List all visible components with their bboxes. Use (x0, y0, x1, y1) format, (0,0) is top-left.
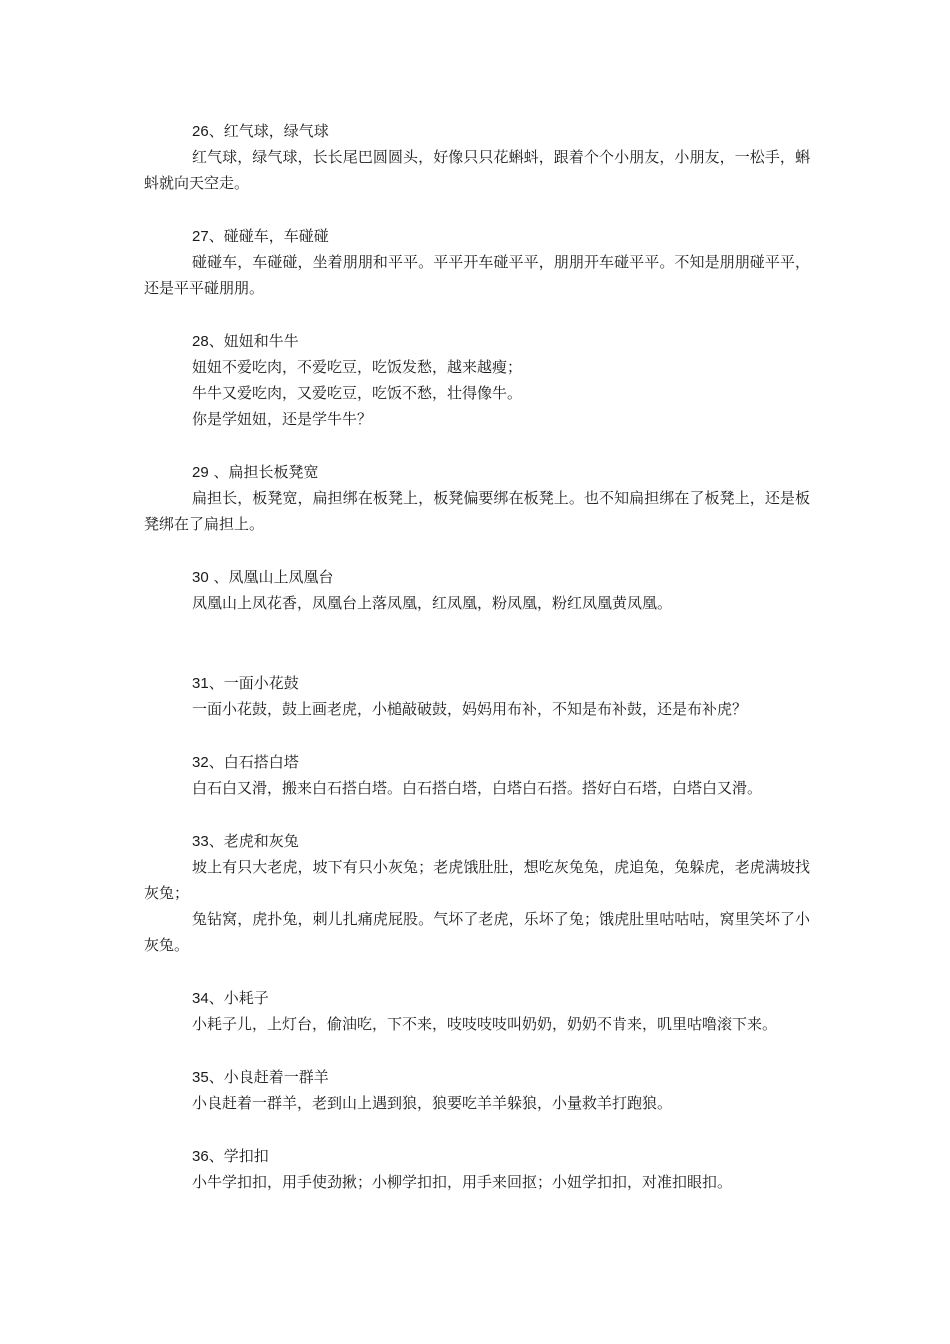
section-separator: 、 (208, 832, 224, 850)
section-paragraph: 一面小花鼓，鼓上画老虎，小槌敲破鼓，妈妈用布补，不知是布补鼓，还是布补虎？ (192, 700, 748, 718)
section-number: 26 (192, 123, 209, 140)
section-title-text: 凤凰山上凤凰台 (228, 568, 334, 586)
section-separator: 、 (208, 463, 229, 481)
section-title (144, 670, 810, 696)
section-title-text: 老虎和灰兔 (223, 832, 299, 850)
section-separator: 、 (208, 332, 224, 350)
section-paragraph: 你是学妞妞，还是学牛牛？ (192, 410, 373, 428)
section-title (144, 459, 810, 485)
section-title-text: 白石搭白塔 (223, 753, 299, 771)
section-title-text: 一面小花鼓 (223, 674, 299, 692)
section-paragraph: 小良赶着一群羊，老到山上遇到狼，狼要吃羊羊躲狼，小量救羊打跑狼。 (192, 1094, 673, 1112)
section-number: 34 (192, 990, 209, 1007)
section-paragraph: 牛牛又爱吃肉，又爱吃豆，吃饭不愁，壮得像牛。 (192, 384, 523, 402)
section-title (144, 223, 810, 249)
section-title-text: 学扣扣 (223, 1147, 269, 1165)
section-title (144, 564, 810, 590)
tongue-twister-26 (144, 118, 810, 196)
tongue-twister-28 (144, 328, 810, 432)
tongue-twister-31 (144, 670, 810, 722)
section-paragraph: 红气球，绿气球，长长尾巴圆圆头，好像只只花蝌蚪，跟着个个小朋友，小朋友，一松手，蝌蚪就向天空走。 (144, 148, 810, 192)
tongue-twister-36 (144, 1143, 810, 1195)
tongue-twister-30 (144, 564, 810, 616)
section-title (144, 749, 810, 775)
tongue-twister-27 (144, 223, 810, 301)
section-number: 32 (192, 754, 209, 771)
section-paragraph: 坡上有只大老虎，坡下有只小灰兔；老虎饿肚肚，想吃灰兔兔，虎追兔，兔躲虎，老虎满坡找灰兔； (144, 858, 810, 902)
section-title-text: 碰碰车，车碰碰 (223, 227, 329, 245)
tongue-twister-35 (144, 1064, 810, 1116)
section-title-text: 小良赶着一群羊 (223, 1068, 329, 1086)
section-number: 33 (192, 833, 209, 850)
section-title (144, 118, 810, 144)
section-paragraph: 扁担长，板凳宽，扁担绑在板凳上，板凳偏要绑在板凳上。也不知扁担绑在了板凳上，还是板凳绑在了扁担上。 (144, 489, 810, 533)
section-number: 36 (192, 1148, 209, 1165)
tongue-twister-34 (144, 985, 810, 1037)
section-paragraph: 妞妞不爱吃肉，不爱吃豆，吃饭发愁，越来越瘦； (192, 358, 523, 376)
section-number: 29 (192, 464, 209, 481)
section-number: 27 (192, 228, 209, 245)
section-number: 35 (192, 1069, 209, 1086)
section-title-text: 妞妞和牛牛 (223, 332, 299, 350)
section-separator: 、 (208, 227, 224, 245)
section-separator: 、 (208, 568, 229, 586)
section-number: 28 (192, 333, 209, 350)
section-separator: 、 (208, 989, 224, 1007)
section-separator: 、 (208, 1147, 224, 1165)
document-page (144, 118, 810, 1195)
section-number: 30 (192, 569, 209, 586)
tongue-twister-29 (144, 459, 810, 537)
section-paragraph: 碰碰车，车碰碰，坐着朋朋和平平。平平开车碰平平，朋朋开车碰平平。不知是朋朋碰平平，还是平平碰朋朋。 (144, 253, 810, 297)
section-title-text: 小耗子 (223, 989, 269, 1007)
section-title-text: 扁担长板凳宽 (228, 463, 319, 481)
section-paragraph: 白石白又滑，搬来白石搭白塔。白石搭白塔，白塔白石搭。搭好白石塔，白塔白又滑。 (192, 779, 763, 797)
section-title (144, 1064, 810, 1090)
section-title (144, 828, 810, 854)
section-title-text: 红气球，绿气球 (223, 122, 329, 140)
section-title (144, 1143, 810, 1169)
section-separator: 、 (208, 1068, 224, 1086)
tongue-twister-32 (144, 749, 810, 801)
section-paragraph: 兔钻窝，虎扑兔，刺儿扎痛虎屁股。气坏了老虎，乐坏了兔；饿虎肚里咕咕咕，窝里笑坏了小灰兔。 (144, 910, 810, 954)
section-paragraph: 凤凰山上凤花香，凤凰台上落凤凰，红凤凰，粉凤凰，粉红凤凰黄凤凰。 (192, 594, 673, 612)
section-separator: 、 (208, 122, 224, 140)
section-paragraph: 小耗子儿，上灯台，偷油吃，下不来，吱吱吱吱叫奶奶，奶奶不肯来，叽里咕噜滚下来。 (192, 1015, 778, 1033)
section-separator: 、 (208, 753, 224, 771)
section-title (144, 985, 810, 1011)
section-number: 31 (192, 675, 209, 692)
section-paragraph: 小牛学扣扣，用手使劲揪；小柳学扣扣，用手来回抠；小妞学扣扣，对准扣眼扣。 (192, 1173, 733, 1191)
section-title (144, 328, 810, 354)
tongue-twister-33 (144, 828, 810, 958)
section-separator: 、 (208, 674, 224, 692)
